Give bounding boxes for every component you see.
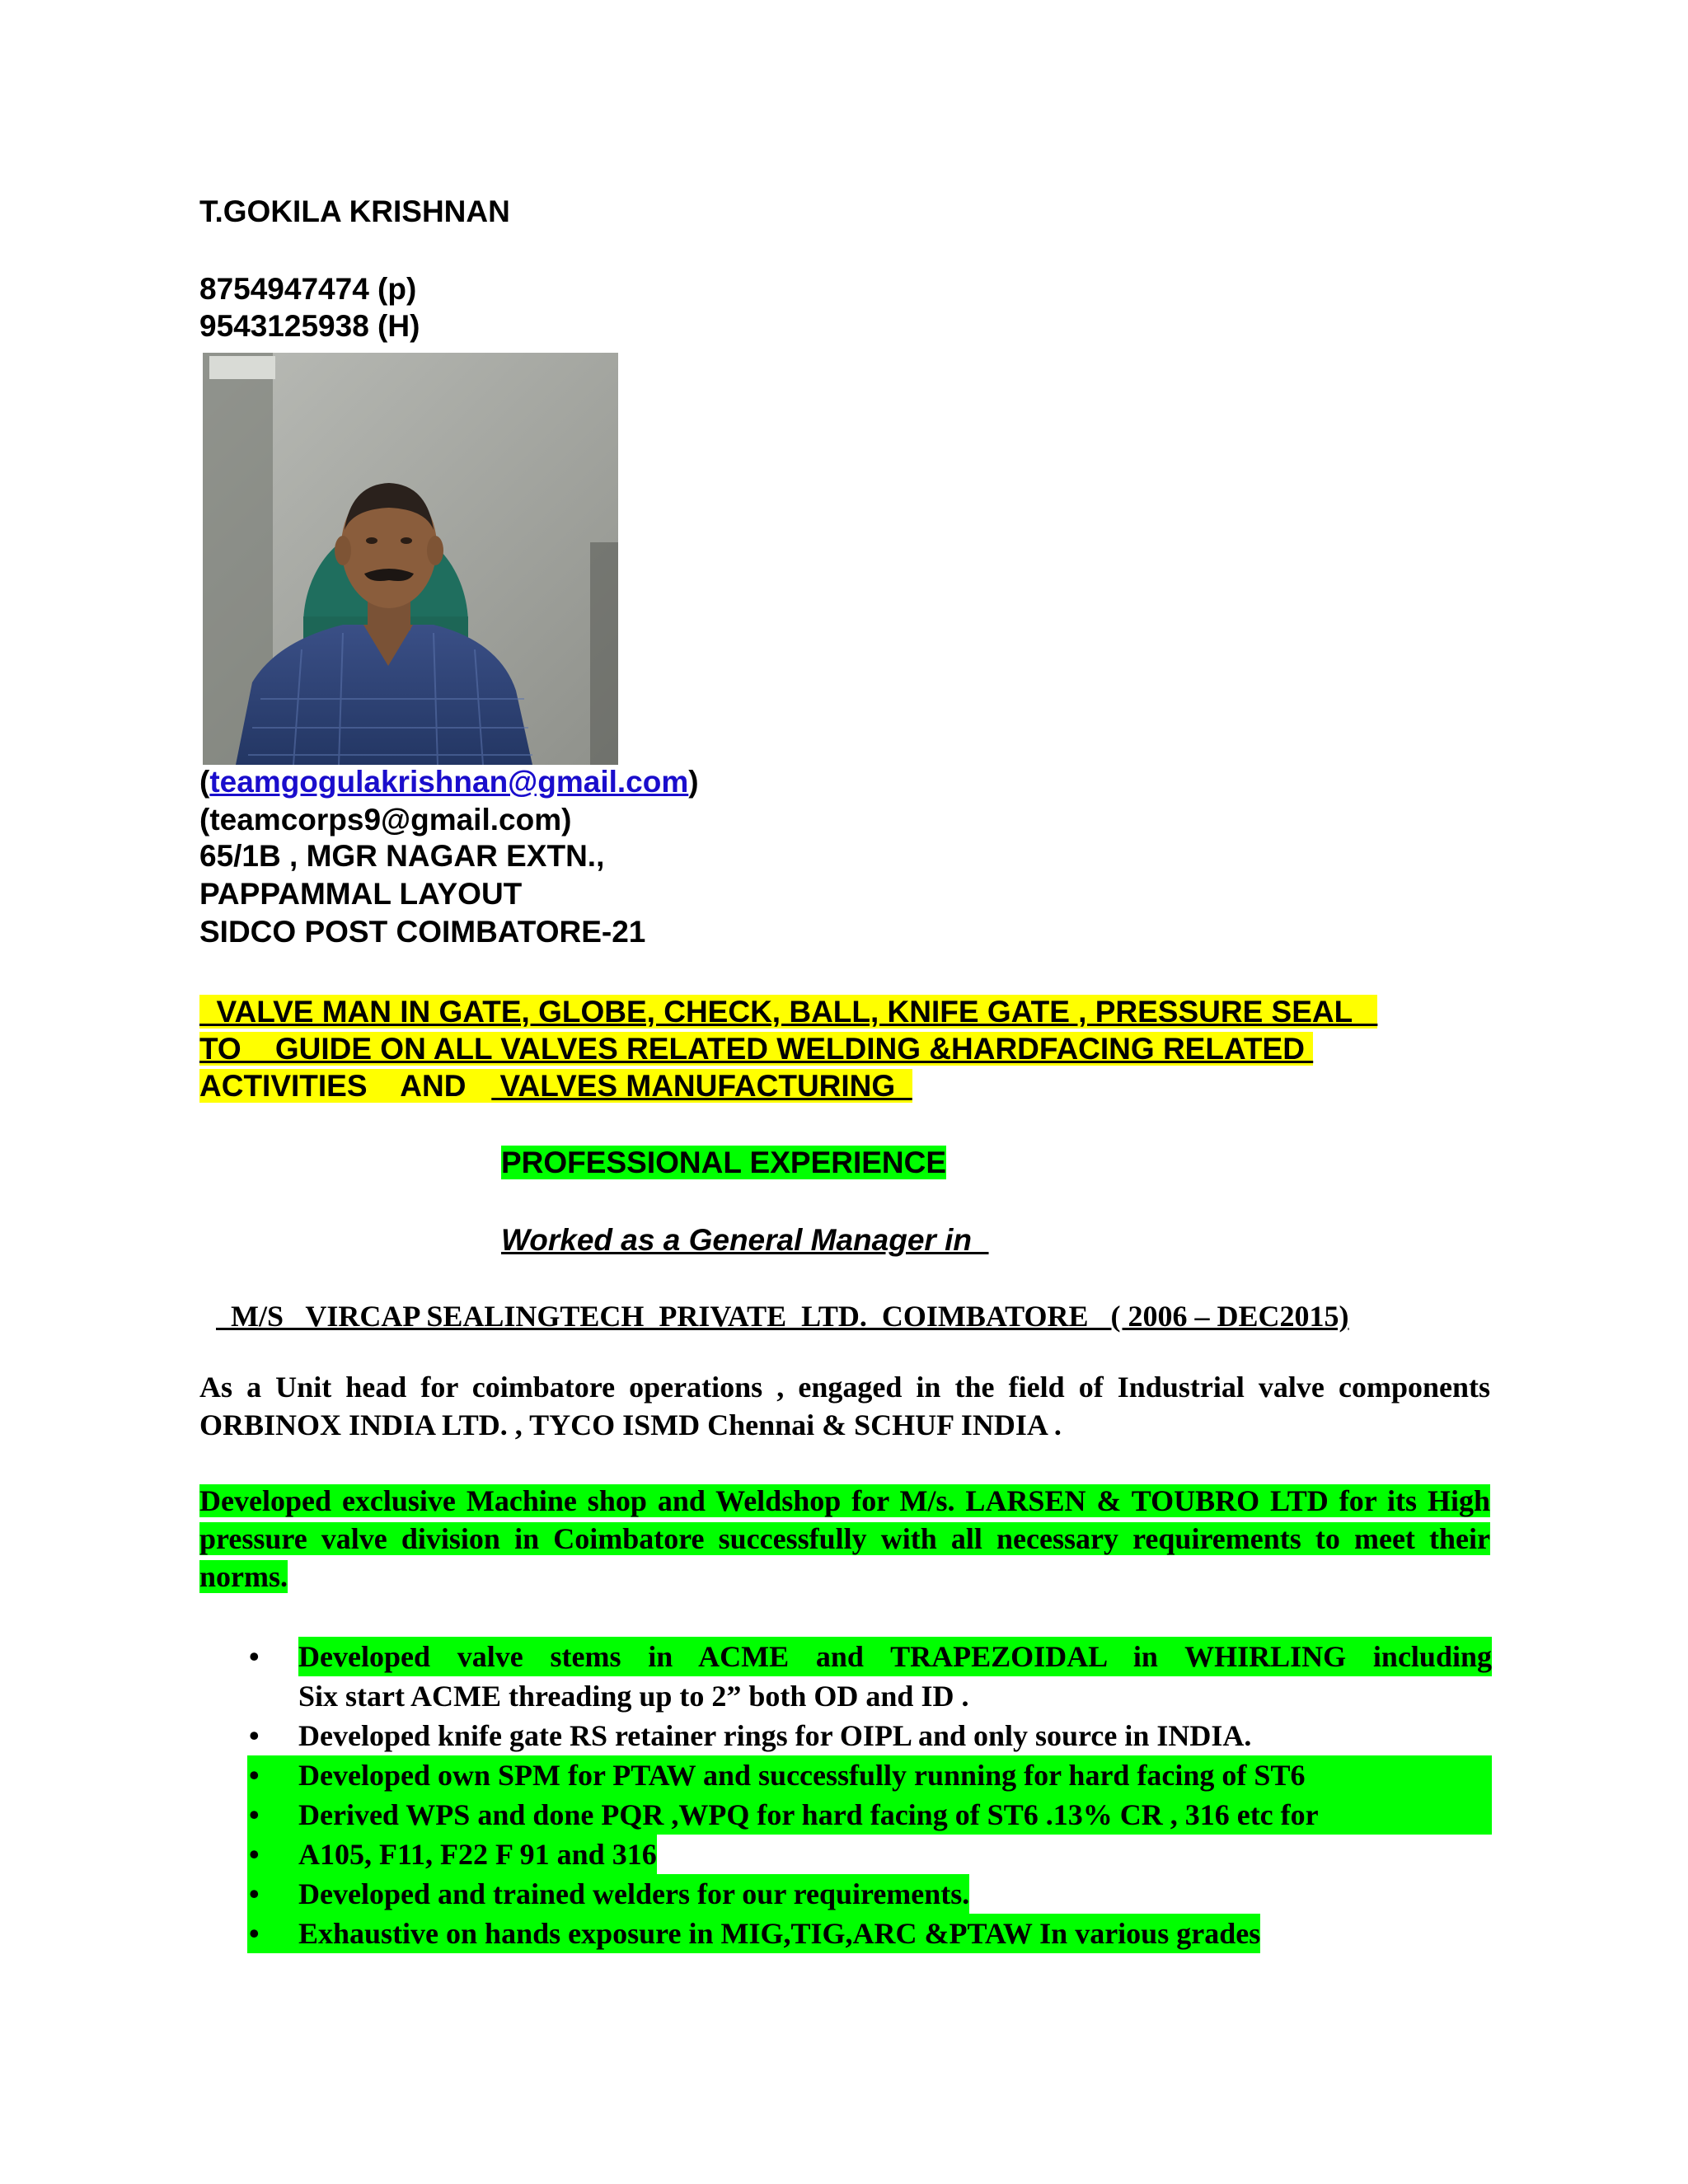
bullet-text: A105, F11, F22 F 91 and 316: [298, 1838, 657, 1871]
address-line-3: SIDCO POST COIMBATORE-21: [199, 915, 646, 949]
bullet-glyph: •: [249, 1798, 260, 1831]
headline-line-2: TO GUIDE ON ALL VALVES RELATED WELDING &HARDFACING RELATED: [199, 1032, 1314, 1066]
headline-line-1: VALVE MAN IN GATE, GLOBE, CHECK, BALL, KNIFE GATE , PRESSURE SEAL: [199, 995, 1378, 1029]
phone-home: 9543125938 (H): [199, 309, 420, 343]
job-role: Worked as a General Manager in: [501, 1223, 989, 1257]
phone-personal: 8754947474 (p): [199, 272, 417, 306]
bullet-glyph: •: [249, 1917, 260, 1950]
bullet-glyph: •: [249, 1719, 260, 1752]
address-line-2: PAPPAMMAL LAYOUT: [199, 877, 523, 911]
bullet-text: Developed and trained welders for our requirements.: [298, 1877, 970, 1910]
bullet-text-line-2: Six start ACME threading up to 2” both OD and ID .: [298, 1680, 969, 1713]
achievement-list: [247, 1637, 1492, 1953]
bullet-glyph: •: [249, 1838, 260, 1871]
bullet-text: Developed knife gate RS retainer rings for OIPL and only source in INDIA.: [298, 1719, 1252, 1752]
profile-photo: [203, 353, 618, 765]
headline-line-3a: ACTIVITIES AND: [199, 1069, 492, 1103]
bullet-text: Developed own SPM for PTAW and successfully running for hard facing of ST6: [298, 1759, 1306, 1792]
headline-line-3b: VALVES MANUFACTURING: [491, 1069, 912, 1103]
bullet-glyph: •: [249, 1640, 260, 1673]
candidate-name: T.GOKILA KRISHNAN: [199, 194, 510, 228]
list-item: [247, 1755, 1492, 1795]
list-item: [247, 1637, 1492, 1716]
email-primary-link[interactable]: teamgogulakrishnan@gmail.com: [209, 765, 689, 799]
bullet-text: Exhaustive on hands exposure in MIG,TIG,ARC &PTAW In various grades: [298, 1917, 1261, 1950]
unit-head-summary: As a Unit head for coimbatore operations , engaged in the field of Industrial valve components ORBINOX INDIA LTD. , TYCO ISMD Chennai & SCHUF INDIA .: [199, 1371, 1490, 1441]
list-item: [247, 1874, 969, 1914]
email-secondary: (teamcorps9@gmail.com): [199, 803, 572, 837]
career-headline: [199, 993, 1493, 1104]
company-name: M/S VIRCAP SEALINGTECH PRIVATE LTD. COIMBATORE ( 2006 – DEC2015): [216, 1300, 1349, 1333]
email-primary-line: (teamgogulakrishnan@gmail.com): [199, 765, 699, 799]
list-item: [247, 1795, 1492, 1835]
address-line-1: 65/1B , MGR NAGAR EXTN.,: [199, 839, 605, 873]
bullet-glyph: •: [249, 1759, 260, 1792]
lt-highlight-paragraph: Developed exclusive Machine shop and Weldshop for M/s. LARSEN & TOUBRO LTD for its High pressure valve division in Coimbatore successfully with all necessary requirements to meet their norms.: [199, 1484, 1490, 1593]
bullet-text: Derived WPS and done PQR ,WPQ for hard facing of ST6 .13% CR , 316 etc for: [298, 1798, 1319, 1831]
bullet-glyph: •: [249, 1877, 260, 1910]
section-title-professional-experience: PROFESSIONAL EXPERIENCE: [501, 1146, 947, 1179]
bullet-text-line-1: Developed valve stems in ACME and TRAPEZOIDAL in WHIRLING including: [298, 1637, 1492, 1676]
list-item: [247, 1914, 1260, 1953]
list-item: [247, 1716, 1492, 1755]
list-item: [247, 1835, 657, 1874]
